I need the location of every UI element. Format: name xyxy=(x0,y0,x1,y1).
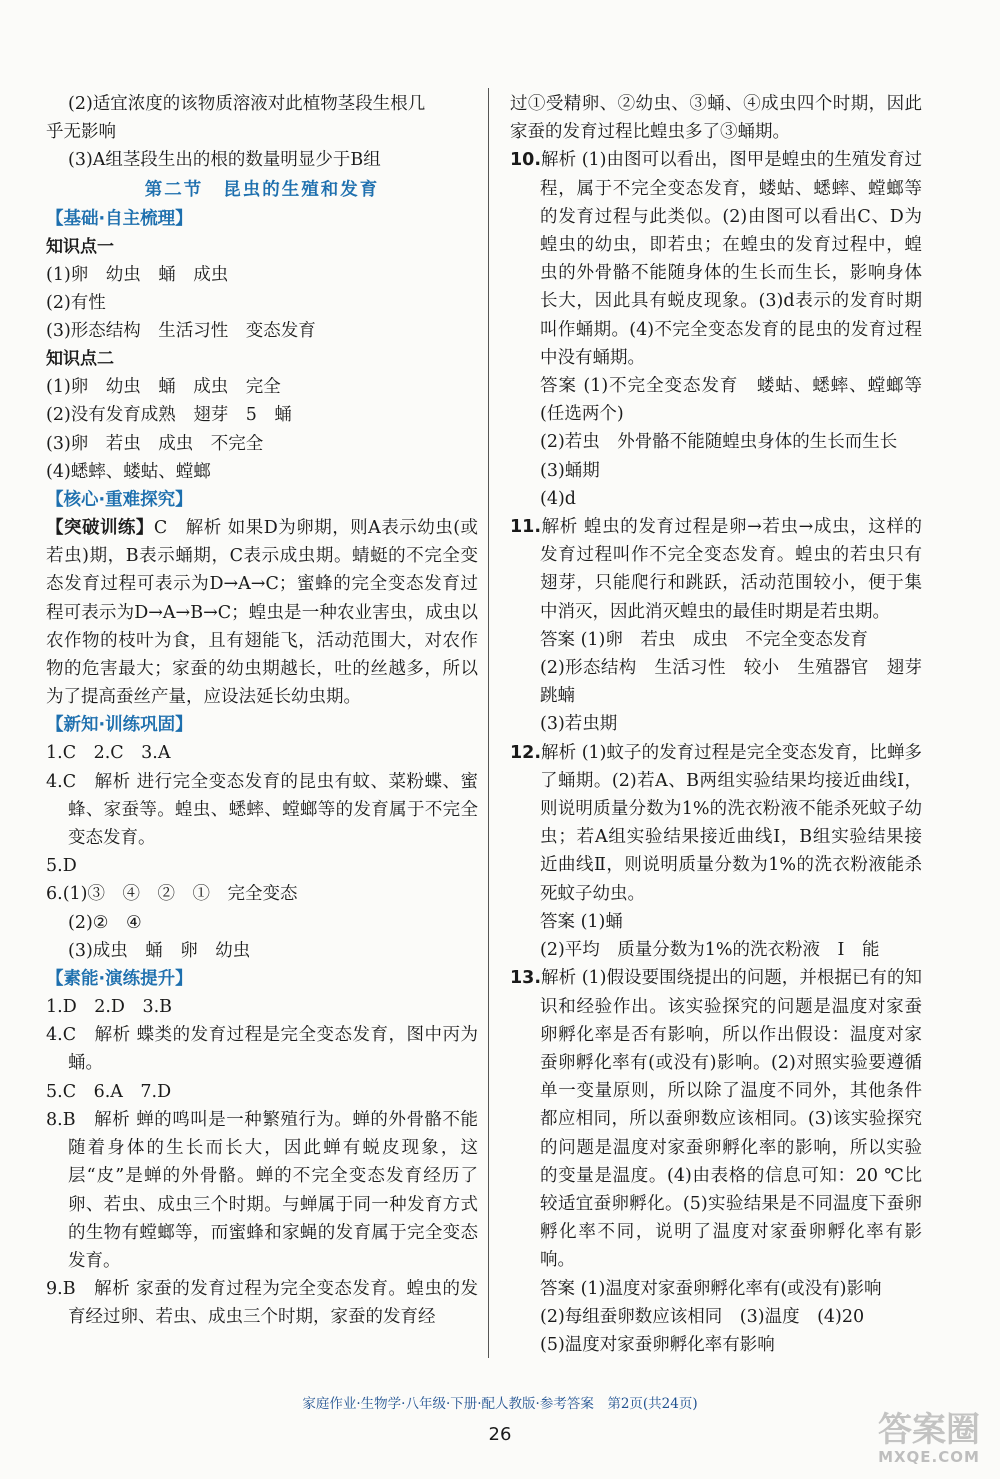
question-11 xyxy=(510,513,922,626)
analysis-text: 解析 (1)蚊子的发育过程是完全变态发育，比蝉多了蛹期。(2)若A、B两组实验结果均接近曲线Ⅰ，则说明质量分数为1%的洗衣粉液不能杀死蚊子幼虫；若A组实验结果接近曲线Ⅰ，B组实验结果接近曲线Ⅱ，则说明质量分数为1%的洗衣粉液能杀死蚊子幼虫。 xyxy=(540,742,922,904)
answer-line: 5.D xyxy=(46,856,77,877)
knowledge-point-1: 知识点一 xyxy=(46,236,114,257)
answer-line: 答案 (1)温度对家蚕卵孵化率有(或没有)影响 xyxy=(540,1278,882,1299)
band-core: 【核心·重难探究】 xyxy=(46,490,193,511)
band-new: 【新知·训练巩固】 xyxy=(46,715,193,736)
analysis-text: 解析 (1)由图可以看出，图甲是蝗虫的生殖发育过程，属于不完全变态发育，蝼蛄、蟋蟀、螳螂等的发育过程与此类似。(2)由图可以看出C、D为蝗虫的幼虫，即若虫；在蝗虫的发育过程中，蝗虫的外骨骼不能随身体的生长而生长，影响身体长大，因此具有蜕皮现象。(3)d表示的发育时期叫作蛹期。(4)不完全变态发育的昆虫的发育过程中没有蛹期。 xyxy=(540,150,922,368)
answer-line: (5)温度对家蚕卵孵化率有影响 xyxy=(540,1334,775,1355)
column-divider xyxy=(488,88,489,1358)
watermark-sub: MXQE.COM xyxy=(878,1448,980,1466)
answer-line: 9.B 解析 家蚕的发育过程为完全变态发育。蝗虫的发育经过卵、若虫、成虫三个时期，家蚕的发育经 xyxy=(46,1279,478,1328)
kp1-item: (2)有性 xyxy=(46,292,106,313)
answer-line: (2)② ④ xyxy=(68,912,142,933)
kp1-item: (3)形态结构 生活习性 变态发育 xyxy=(46,321,316,342)
breakthrough-paragraph xyxy=(46,514,478,711)
answer-line: (3)成虫 蛹 卵 幼虫 xyxy=(68,940,251,961)
watermark-main: 答案圈 xyxy=(878,1410,980,1450)
answer-line: 1.C 2.C 3.A xyxy=(46,743,171,764)
knowledge-point-2: 知识点二 xyxy=(46,349,114,370)
text-line: (3)A组茎段生出的根的数量明显少于B组 xyxy=(68,150,381,171)
text-line: 乎无影响 xyxy=(46,122,116,143)
question-number: 10. xyxy=(510,150,542,171)
text-line: (2)适宜浓度的该物质溶液对此植物茎段生根几 xyxy=(68,94,426,114)
answer-line: 5.C 6.A 7.D xyxy=(46,1081,172,1102)
kp2-item: (4)蟋蟀、蝼蛄、螳螂 xyxy=(46,461,211,482)
question-12 xyxy=(510,739,922,908)
answer-line: 答案 (1)卵 若虫 成虫 不完全变态发育 xyxy=(540,629,868,650)
answer-line: 8.B 解析 蝉的鸣叫是一种繁殖行为。蝉的外骨骼不能随着身体的生长而长大，因此蝉有蜕皮现象，这层“皮”是蝉的外骨骼。蝉的不完全变态发育经历了卵、若虫、成虫三个时期。与蝉属于同一种发育方式的生物有螳螂等，而蜜蜂和家蝇的发育属于完全变态发育。 xyxy=(46,1109,478,1271)
answer-line: 答案 (1)不完全变态发育 蝼蛄、蟋蟀、螳螂等(任选两个) xyxy=(540,376,922,425)
answer-line: 答案 (1)蛹 xyxy=(540,911,623,932)
section-title xyxy=(46,175,478,205)
section-title-name: 昆虫的生殖和发育 xyxy=(223,179,380,200)
page-footer: 家庭作业·生物学·八年级·下册·配人教版·参考答案 第2页(共24页) xyxy=(302,1396,698,1412)
right-column xyxy=(510,90,940,1359)
band-basic: 【基础·自主梳理】 xyxy=(46,208,193,229)
analysis-text: 解析 蝗虫的发育过程是卵→若虫→成虫，这样的发育过程叫作不完全变态发育。蝗虫的若虫只有翅芽，只能爬行和跳跃，活动范围较小，便于集中消灭，因此消灭蝗虫的最佳时期是若虫期。 xyxy=(540,517,922,622)
kp1-item: (1)卵 幼虫 蛹 成虫 xyxy=(46,264,229,285)
kp2-item: (2)没有发育成熟 翅芽 5 蛹 xyxy=(46,405,292,426)
watermark-logo xyxy=(870,1402,988,1472)
answer-line: (2)若虫 外骨骼不能随蝗虫身体的生长而生长 xyxy=(540,432,898,453)
continued-text: 过①受精卵、②幼虫、③蛹、④成虫四个时期，因此家蚕的发育过程比蝗虫多了③蛹期。 xyxy=(510,94,922,143)
answer-line: (3)蛹期 xyxy=(540,460,600,481)
question-number: 13. xyxy=(510,968,542,989)
question-13 xyxy=(510,964,922,1274)
breakthrough-tag: 【突破训练】 xyxy=(46,518,154,539)
question-number: 11. xyxy=(510,517,542,538)
question-number: 12. xyxy=(510,742,542,763)
page-number: 26 xyxy=(488,1424,512,1445)
kp2-item: (1)卵 幼虫 蛹 成虫 完全 xyxy=(46,377,281,398)
section-title-number: 第二节 xyxy=(144,179,204,200)
kp2-item: (3)卵 若虫 成虫 不完全 xyxy=(46,433,264,454)
breakthrough-text: C 解析 如果D为卵期，则A表示幼虫(或若虫)期，B表示蛹期，C表示成虫期。蜻蜓的不完全变态发育过程可表示为D→A→C；蜜蜂的完全变态发育过程可表示为D→A→B→C；蝗虫是一种农业害虫，成虫以农作物的枝叶为食，且有翅能飞，活动范围大，对农作物的危害最大；家蚕的幼虫期越长，吐的丝越多，所以为了提高蚕丝产量，应设法延长幼虫期。 xyxy=(46,518,479,708)
answer-line: (3)若虫期 xyxy=(540,714,618,735)
analysis-text: 解析 (1)假设要围绕提出的问题，并根据已有的知识和经验作出。该实验探究的问题是温度对家蚕卵孵化率是否有影响，所以作出假设：温度对家蚕卵孵化率有(或没有)影响。(2)对照实验要遵循单一变量原则，所以除了温度不同外，其他条件都应相同，所以蚕卵数应该相同。(3)该实验探究的问题是温度对家蚕卵孵化率的影响，所以实验的变量是温度。(4)由表格的信息可知：20 ℃比较适宜蚕卵孵化。(5)实验结果是不同温度下蚕卵孵化率不同，说明了温度对家蚕卵孵化率有影响。 xyxy=(540,968,922,1271)
answer-line: (2)形态结构 生活习性 较小 生殖器官 翅芽 跳蝻 xyxy=(540,658,940,707)
answer-line: 4.C 解析 进行完全变态发育的昆虫有蚊、菜粉蝶、蜜蜂、家蚕等。蝗虫、蟋蟀、螳螂等的发育属于不完全变态发育。 xyxy=(46,771,478,849)
answer-line: 1.D 2.D 3.B xyxy=(46,997,173,1018)
band-ability: 【素能·演练提升】 xyxy=(46,969,193,990)
answer-line: (2)每组蚕卵数应该相同 (3)温度 (4)20 xyxy=(540,1306,865,1327)
answer-line: (4)d xyxy=(540,488,576,509)
answer-line: 4.C 解析 蝶类的发育过程是完全变态发育，图中丙为蛹。 xyxy=(46,1025,478,1074)
question-10 xyxy=(510,146,922,372)
left-column xyxy=(46,90,478,1332)
answer-line: (2)平均 质量分数为1%的洗衣粉液 Ⅰ 能 xyxy=(540,940,880,961)
answer-line: 6.(1)③ ④ ② ① 完全变态 xyxy=(46,884,298,905)
